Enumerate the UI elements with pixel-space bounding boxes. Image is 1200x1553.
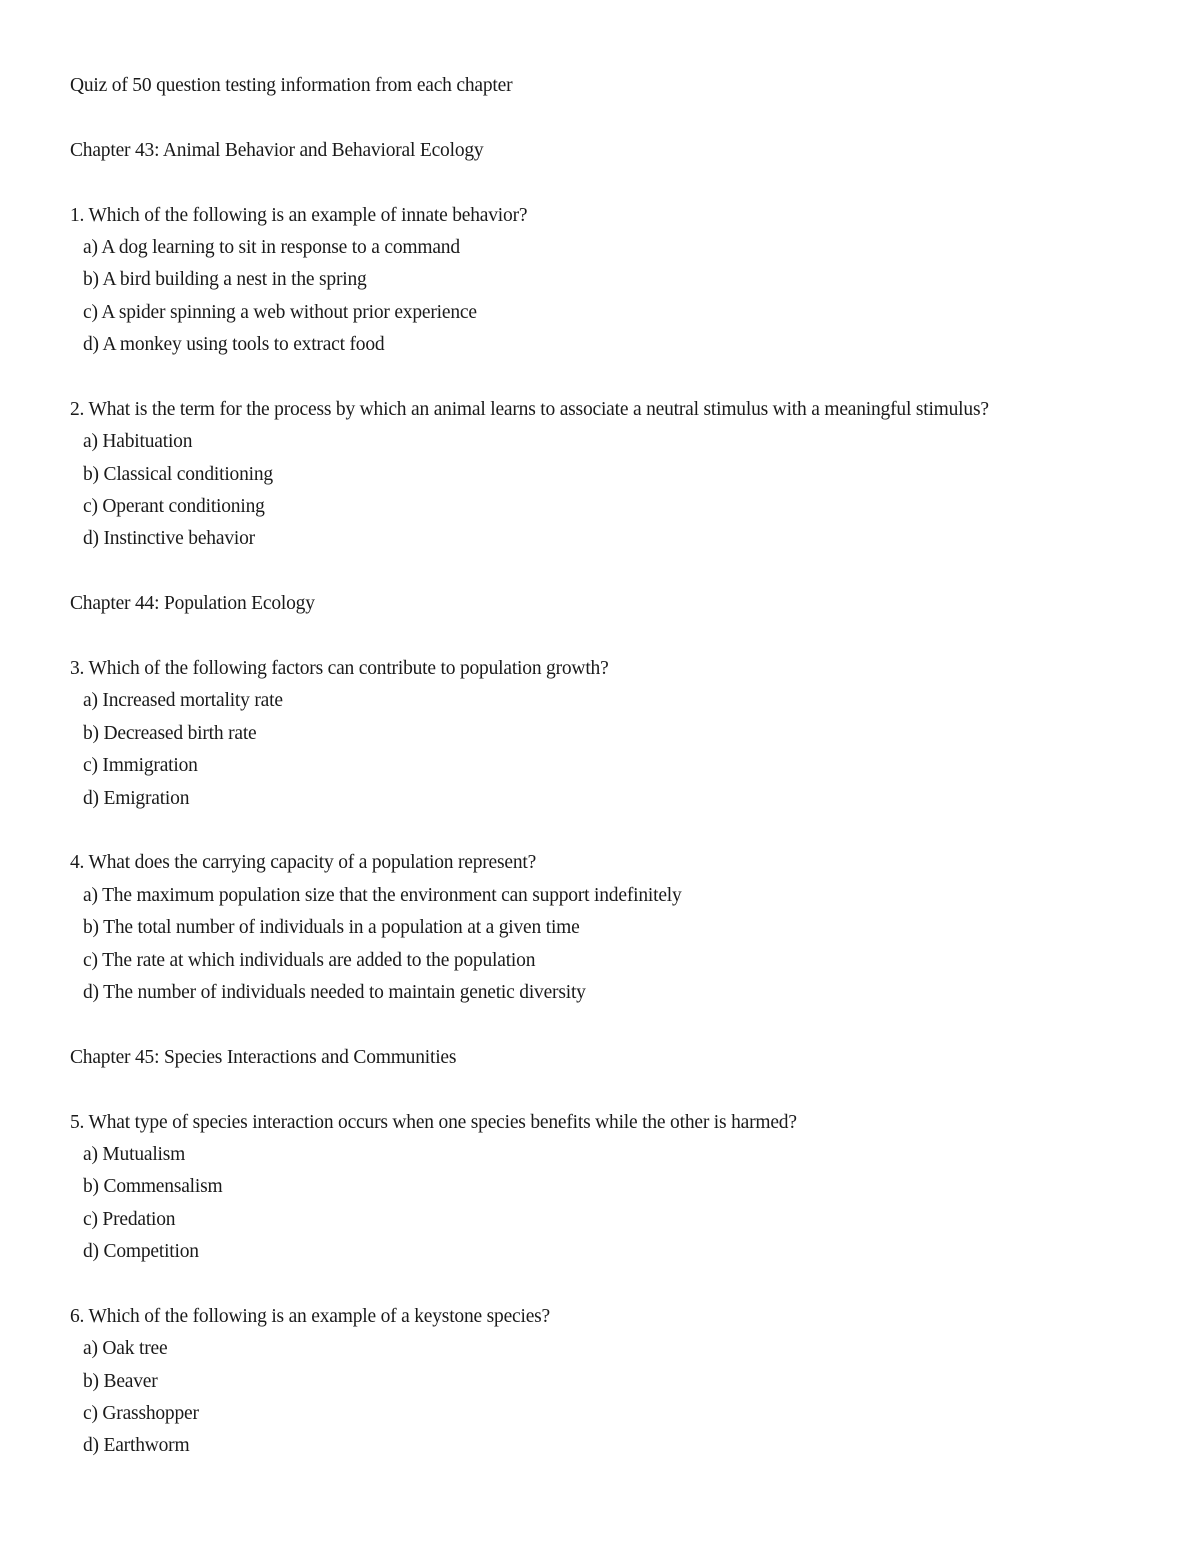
answer-option: b) Commensalism [83,1176,223,1198]
answer-option: d) A monkey using tools to extract food [83,334,385,356]
chapter-heading: Chapter 43: Animal Behavior and Behavioral Ecology [70,139,484,161]
answer-option: d) Earthworm [83,1435,190,1457]
document-page [70,70,1170,1463]
answer-option: c) Operant conditioning [83,496,265,518]
answer-option: a) Habituation [83,431,193,453]
answer-option: d) Competition [83,1241,199,1263]
answer-option: a) Mutualism [83,1143,186,1165]
question-text: 5. What type of species interaction occurs when one species benefits while the other is harmed? [70,1111,797,1133]
question-text: 3. Which of the following factors can contribute to population growth? [70,658,609,680]
answer-option: d) Emigration [83,787,190,809]
question-text: 1. Which of the following is an example of innate behavior? [70,204,528,226]
document-title: Quiz of 50 question testing information from each chapter [70,75,513,96]
question-text: 4. What does the carrying capacity of a population represent? [70,852,537,874]
answer-option: a) Oak tree [83,1338,168,1360]
answer-option: b) Decreased birth rate [83,722,257,744]
question-text: 6. Which of the following is an example of a keystone species? [70,1305,551,1327]
answer-option: c) Immigration [83,755,198,777]
chapter-heading: Chapter 45: Species Interactions and Communities [70,1046,457,1068]
answer-option: c) Predation [83,1208,176,1230]
answer-option: a) The maximum population size that the environment can support indefinitely [83,884,682,906]
answer-option: b) Classical conditioning [83,463,273,485]
chapter-heading: Chapter 44: Population Ecology [70,593,315,615]
answer-option: c) Grasshopper [83,1403,199,1425]
question-text: 2. What is the term for the process by which an animal learns to associate a neutral stimulus with a meaningful stimulus? [70,398,989,420]
answer-option: b) The total number of individuals in a population at a given time [83,917,580,939]
answer-option: d) The number of individuals needed to maintain genetic diversity [83,981,586,1003]
answer-option: c) The rate at which individuals are added to the population [83,949,536,971]
answer-option: a) A dog learning to sit in response to a command [83,236,460,258]
answer-option: c) A spider spinning a web without prior experience [83,301,477,323]
answer-option: d) Instinctive behavior [83,528,255,550]
answer-option: b) A bird building a nest in the spring [83,269,367,291]
answer-option: a) Increased mortality rate [83,690,283,712]
answer-option: b) Beaver [83,1370,158,1392]
